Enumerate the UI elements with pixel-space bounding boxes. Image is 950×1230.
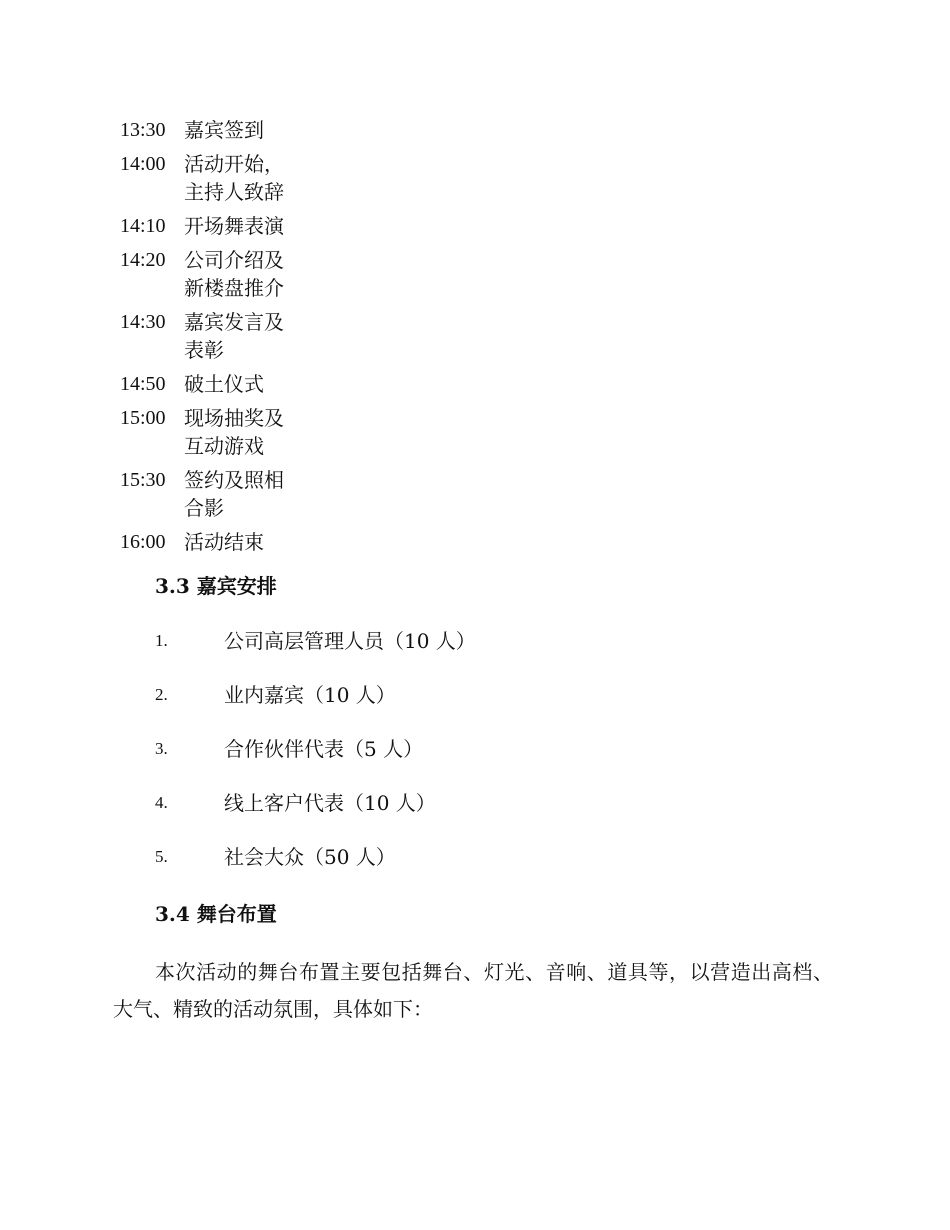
schedule-row bbox=[120, 212, 320, 240]
section-heading-guests: 3.3 嘉宾安排 bbox=[155, 574, 277, 598]
schedule-activity: 活动开始，主持人致辞 bbox=[184, 152, 284, 204]
list-item-text: 业内嘉宾（10 人） bbox=[224, 683, 396, 707]
schedule-time: 14:10 bbox=[120, 215, 166, 237]
list-item bbox=[155, 842, 476, 896]
schedule-time: 15:30 bbox=[120, 469, 166, 491]
schedule-activity: 活动结束 bbox=[184, 530, 264, 554]
list-item-text: 合作伙伴代表（5 人） bbox=[224, 737, 424, 761]
schedule-time: 16:00 bbox=[120, 531, 166, 553]
schedule-activity: 破土仪式 bbox=[184, 372, 264, 396]
list-item-number: 1. bbox=[155, 631, 168, 650]
list-item-number: 4. bbox=[155, 793, 168, 812]
list-item bbox=[155, 788, 476, 842]
list-item-text: 线上客户代表（10 人） bbox=[224, 791, 436, 815]
schedule-row bbox=[120, 116, 320, 144]
schedule-row bbox=[120, 246, 320, 302]
schedule-time: 15:00 bbox=[120, 407, 166, 429]
schedule-time: 14:00 bbox=[120, 153, 166, 175]
schedule-activity: 公司介绍及新楼盘推介 bbox=[184, 248, 284, 300]
schedule-row bbox=[120, 466, 320, 522]
list-item-text: 社会大众（50 人） bbox=[224, 845, 396, 869]
schedule-time: 14:20 bbox=[120, 249, 166, 271]
schedule-activity: 嘉宾签到 bbox=[184, 118, 264, 142]
list-item-number: 3. bbox=[155, 739, 168, 758]
schedule-row bbox=[120, 150, 320, 206]
list-item bbox=[155, 626, 476, 680]
section-heading-stage: 3.4 舞台布置 bbox=[155, 902, 277, 926]
schedule-row bbox=[120, 370, 320, 398]
schedule-activity: 嘉宾发言及表彰 bbox=[184, 310, 284, 362]
schedule-table bbox=[120, 116, 320, 562]
schedule-time: 14:50 bbox=[120, 373, 166, 395]
list-item-text: 公司高层管理人员（10 人） bbox=[224, 629, 476, 653]
list-item bbox=[155, 680, 476, 734]
schedule-time: 14:30 bbox=[120, 311, 166, 333]
stage-paragraph: 本次活动的舞台布置主要包括舞台、灯光、音响、道具等，以营造出高档、大气、精致的活动氛围，具体如下： bbox=[113, 960, 833, 1021]
schedule-row bbox=[120, 308, 320, 364]
schedule-activity: 签约及照相合影 bbox=[184, 468, 284, 520]
list-item-number: 2. bbox=[155, 685, 168, 704]
schedule-activity: 开场舞表演 bbox=[184, 214, 284, 238]
schedule-row bbox=[120, 528, 320, 556]
guest-list bbox=[155, 626, 476, 896]
schedule-activity: 现场抽奖及互动游戏 bbox=[184, 406, 284, 458]
list-item-number: 5. bbox=[155, 847, 168, 866]
list-item bbox=[155, 734, 476, 788]
schedule-time: 13:30 bbox=[120, 119, 166, 141]
schedule-row bbox=[120, 404, 320, 460]
